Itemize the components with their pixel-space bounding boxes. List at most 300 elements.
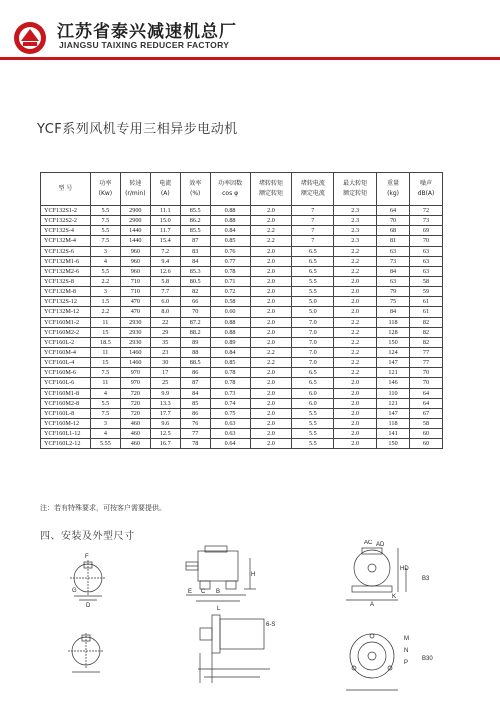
value-cell: 2.0	[250, 408, 292, 418]
table-row	[41, 408, 443, 418]
model-cell: YCF160M-12	[41, 418, 91, 428]
flange-end-view-b30	[350, 634, 394, 678]
value-cell: 86.2	[180, 216, 210, 226]
value-cell: 4	[90, 429, 120, 439]
model-cell: YCF160M1-2	[41, 317, 91, 327]
value-cell: 0.76	[210, 246, 250, 256]
document-title: YCF系列风机专用三相异步电动机	[37, 122, 238, 137]
value-cell: 2.0	[250, 429, 292, 439]
value-cell: 82	[410, 337, 443, 347]
value-cell: 87	[180, 378, 210, 388]
value-cell: 9.9	[150, 388, 180, 398]
label-k: K	[392, 594, 397, 600]
value-cell: 1.5	[90, 297, 120, 307]
value-cell: 5.5	[292, 418, 334, 428]
value-cell: 3	[90, 418, 120, 428]
value-cell: 2.0	[334, 429, 377, 439]
value-cell: 2.0	[334, 398, 377, 408]
value-cell: 18.5	[90, 337, 120, 347]
model-cell: YCF132S-4	[41, 226, 91, 236]
value-cell: 5.5	[90, 206, 120, 216]
value-cell: 2.0	[334, 276, 377, 286]
value-cell: 72	[410, 206, 443, 216]
value-cell: 7.0	[292, 317, 334, 327]
value-cell: 6.5	[292, 368, 334, 378]
value-cell: 60	[410, 439, 443, 449]
table-row	[41, 398, 443, 408]
value-cell: 5.5	[292, 287, 334, 297]
value-cell: 2.0	[250, 216, 292, 226]
table-row	[41, 388, 443, 398]
value-cell: 2930	[120, 337, 150, 347]
page-header	[0, 0, 500, 60]
value-cell: 4	[90, 256, 120, 266]
table-row	[41, 378, 443, 388]
value-cell: 61	[410, 307, 443, 317]
value-cell: 84	[180, 388, 210, 398]
value-cell: 58	[410, 418, 443, 428]
column-header: 效率 (%)	[180, 173, 210, 206]
value-cell: 7	[292, 216, 334, 226]
value-cell: 2.0	[250, 378, 292, 388]
value-cell: 2900	[120, 206, 150, 216]
value-cell: 76	[180, 418, 210, 428]
value-cell: 0.73	[210, 388, 250, 398]
value-cell: 720	[120, 408, 150, 418]
value-cell: 11	[90, 378, 120, 388]
value-cell: 88.2	[180, 327, 210, 337]
value-cell: 960	[120, 246, 150, 256]
value-cell: 23	[150, 347, 180, 357]
table-row	[41, 358, 443, 368]
value-cell: 63	[377, 276, 410, 286]
value-cell: 9.6	[150, 418, 180, 428]
column-header: 功率 (Kw)	[90, 173, 120, 206]
value-cell: 63	[410, 266, 443, 276]
value-cell: 121	[377, 398, 410, 408]
value-cell: 17.7	[150, 408, 180, 418]
table-header-row	[41, 173, 443, 206]
value-cell: 35	[150, 337, 180, 347]
value-cell: 0.60	[210, 307, 250, 317]
model-cell: YCF132M1-6	[41, 256, 91, 266]
value-cell: 63	[410, 256, 443, 266]
value-cell: 0.88	[210, 327, 250, 337]
value-cell: 2.2	[334, 246, 377, 256]
label-ad: AD	[376, 542, 385, 548]
value-cell: 86	[180, 408, 210, 418]
column-header: 功率因数 cos φ	[210, 173, 250, 206]
foot-base-b3	[352, 586, 392, 592]
value-cell: 2.2	[334, 358, 377, 368]
value-cell: 70	[377, 216, 410, 226]
model-cell: YCF160L-6	[41, 378, 91, 388]
value-cell: 7.5	[90, 368, 120, 378]
value-cell: 85.5	[180, 206, 210, 216]
label-g: G	[72, 588, 77, 594]
table-row	[41, 256, 443, 266]
value-cell: 82	[180, 287, 210, 297]
value-cell: 11	[90, 347, 120, 357]
table-row	[41, 216, 443, 226]
value-cell: 13.3	[150, 398, 180, 408]
value-cell: 2.0	[250, 266, 292, 276]
value-cell: 4	[90, 388, 120, 398]
value-cell: 2.2	[334, 337, 377, 347]
value-cell: 2.2	[250, 347, 292, 357]
value-cell: 2.0	[334, 307, 377, 317]
value-cell: 1440	[120, 236, 150, 246]
value-cell: 7.5	[90, 236, 120, 246]
table-row	[41, 287, 443, 297]
value-cell: 0.63	[210, 418, 250, 428]
value-cell: 2.0	[250, 368, 292, 378]
value-cell: 77	[410, 358, 443, 368]
value-cell: 0.72	[210, 287, 250, 297]
value-cell: 11.1	[150, 206, 180, 216]
column-header: 噪声 dB(A)	[410, 173, 443, 206]
value-cell: 5.0	[292, 297, 334, 307]
label-f: F	[85, 554, 89, 560]
value-cell: 15.4	[150, 236, 180, 246]
model-cell: YCF160L1-12	[41, 429, 91, 439]
value-cell: 0.74	[210, 398, 250, 408]
value-cell: 7.0	[292, 337, 334, 347]
label-l: L	[217, 606, 221, 612]
value-cell: 0.63	[210, 429, 250, 439]
value-cell: 7.0	[292, 358, 334, 368]
table-row	[41, 246, 443, 256]
label-e: E	[188, 589, 193, 595]
value-cell: 128	[377, 327, 410, 337]
value-cell: 1460	[120, 347, 150, 357]
value-cell: 7.5	[90, 216, 120, 226]
value-cell: 2.0	[250, 297, 292, 307]
value-cell: 7.0	[292, 327, 334, 337]
value-cell: 970	[120, 368, 150, 378]
column-header: 重量 (kg)	[377, 173, 410, 206]
value-cell: 3	[90, 287, 120, 297]
table-body	[41, 206, 443, 449]
value-cell: 710	[120, 287, 150, 297]
table-row	[41, 337, 443, 347]
table-row	[41, 276, 443, 286]
value-cell: 2.2	[90, 307, 120, 317]
value-cell: 15	[90, 358, 120, 368]
value-cell: 25	[150, 378, 180, 388]
label-b30: B30	[422, 656, 433, 662]
value-cell: 0.78	[210, 266, 250, 276]
table-row	[41, 307, 443, 317]
value-cell: 0.88	[210, 216, 250, 226]
value-cell: 9.4	[150, 256, 180, 266]
value-cell: 0.84	[210, 347, 250, 357]
table-row	[41, 206, 443, 216]
value-cell: 960	[120, 266, 150, 276]
value-cell: 2.0	[250, 317, 292, 327]
value-cell: 70	[410, 378, 443, 388]
value-cell: 2.2	[334, 256, 377, 266]
table-row	[41, 266, 443, 276]
label-n: N	[404, 648, 409, 654]
value-cell: 118	[377, 317, 410, 327]
value-cell: 2.0	[250, 398, 292, 408]
value-cell: 0.78	[210, 368, 250, 378]
value-cell: 17	[150, 368, 180, 378]
value-cell: 2.0	[334, 297, 377, 307]
label-a: A	[370, 602, 375, 608]
value-cell: 2930	[120, 317, 150, 327]
value-cell: 73	[377, 256, 410, 266]
value-cell: 63	[410, 246, 443, 256]
table-row	[41, 418, 443, 428]
value-cell: 6.5	[292, 246, 334, 256]
model-cell: YCF160L-8	[41, 408, 91, 418]
model-cell: YCF132S-12	[41, 297, 91, 307]
model-cell: YCF132M2-6	[41, 266, 91, 276]
model-cell: YCF160M2-8	[41, 398, 91, 408]
header-divider	[0, 57, 500, 60]
company-logo-icon	[12, 20, 48, 56]
value-cell: 64	[410, 388, 443, 398]
value-cell: 2.0	[250, 307, 292, 317]
value-cell: 2.0	[334, 378, 377, 388]
value-cell: 2.0	[250, 287, 292, 297]
value-cell: 1460	[120, 358, 150, 368]
value-cell: 68	[377, 226, 410, 236]
value-cell: 2.2	[334, 317, 377, 327]
value-cell: 6.0	[292, 388, 334, 398]
motor-body-b30	[220, 619, 264, 649]
value-cell: 7.2	[150, 246, 180, 256]
value-cell: 118	[377, 418, 410, 428]
value-cell: 2.0	[334, 388, 377, 398]
value-cell: 5.5	[90, 226, 120, 236]
value-cell: 0.85	[210, 358, 250, 368]
value-cell: 2.3	[334, 226, 377, 236]
model-cell: YCF132S1-2	[41, 206, 91, 216]
value-cell: 0.75	[210, 408, 250, 418]
value-cell: 75	[377, 297, 410, 307]
value-cell: 121	[377, 368, 410, 378]
motor-end-view-b3	[354, 550, 390, 586]
column-header: 型 号	[41, 173, 91, 206]
model-cell: YCF160L-2	[41, 337, 91, 347]
model-cell: YCF160M-6	[41, 368, 91, 378]
value-cell: 82	[410, 317, 443, 327]
footnote: 注：若有特殊要求，可按客户需要提供。	[40, 504, 166, 512]
value-cell: 2.0	[250, 206, 292, 216]
value-cell: 2.3	[334, 216, 377, 226]
value-cell: 2.0	[334, 408, 377, 418]
value-cell: 61	[410, 297, 443, 307]
value-cell: 83	[180, 246, 210, 256]
value-cell: 73	[410, 216, 443, 226]
value-cell: 22	[150, 317, 180, 327]
column-header: 电流 (A)	[150, 173, 180, 206]
outline-drawings	[0, 540, 500, 719]
value-cell: 2.0	[250, 418, 292, 428]
value-cell: 30	[150, 358, 180, 368]
value-cell: 11	[90, 317, 120, 327]
value-cell: 8.0	[150, 307, 180, 317]
value-cell: 59	[410, 287, 443, 297]
label-hd: HD	[400, 566, 409, 572]
value-cell: 80.5	[180, 276, 210, 286]
value-cell: 124	[377, 347, 410, 357]
value-cell: 5.8	[150, 276, 180, 286]
value-cell: 85.3	[180, 266, 210, 276]
value-cell: 0.88	[210, 317, 250, 327]
value-cell: 77	[180, 429, 210, 439]
value-cell: 5.5	[292, 408, 334, 418]
value-cell: 150	[377, 439, 410, 449]
label-p: P	[404, 660, 409, 666]
motor-foot-right	[226, 581, 236, 589]
value-cell: 7	[292, 236, 334, 246]
value-cell: 2930	[120, 327, 150, 337]
label-c: C	[201, 589, 206, 595]
value-cell: 70	[410, 236, 443, 246]
value-cell: 81	[377, 236, 410, 246]
value-cell: 2.2	[250, 226, 292, 236]
value-cell: 87.2	[180, 317, 210, 327]
value-cell: 2.2	[334, 266, 377, 276]
column-header: 堵转转矩 额定转矩	[250, 173, 292, 206]
label-h: H	[251, 572, 256, 578]
model-cell: YCF132M-8	[41, 287, 91, 297]
value-cell: 0.58	[210, 297, 250, 307]
model-cell: YCF132M-12	[41, 307, 91, 317]
value-cell: 6.5	[292, 256, 334, 266]
value-cell: 460	[120, 429, 150, 439]
value-cell: 87	[180, 236, 210, 246]
model-cell: YCF160L-4	[41, 358, 91, 368]
model-cell: YCF132S2-2	[41, 216, 91, 226]
value-cell: 82	[410, 327, 443, 337]
value-cell: 0.78	[210, 378, 250, 388]
column-header: 堵转电流 额定电流	[292, 173, 334, 206]
model-cell: YCF160M1-8	[41, 388, 91, 398]
value-cell: 0.85	[210, 236, 250, 246]
table-row	[41, 297, 443, 307]
model-cell: YCF160M2-2	[41, 327, 91, 337]
value-cell: 141	[377, 429, 410, 439]
value-cell: 970	[120, 378, 150, 388]
value-cell: 60	[410, 429, 443, 439]
value-cell: 0.71	[210, 276, 250, 286]
value-cell: 2.0	[250, 337, 292, 347]
value-cell: 69	[410, 226, 443, 236]
value-cell: 84	[180, 256, 210, 266]
value-cell: 2.0	[250, 388, 292, 398]
value-cell: 5.5	[292, 276, 334, 286]
table-row	[41, 317, 443, 327]
column-header: 最大转矩 额定转矩	[334, 173, 377, 206]
value-cell: 5.55	[90, 439, 120, 449]
value-cell: 147	[377, 358, 410, 368]
value-cell: 5.5	[292, 439, 334, 449]
value-cell: 1440	[120, 226, 150, 236]
value-cell: 85.5	[180, 226, 210, 236]
motor-spec-table	[40, 172, 443, 449]
value-cell: 720	[120, 398, 150, 408]
terminal-box-top	[362, 548, 382, 554]
value-cell: 110	[377, 388, 410, 398]
value-cell: 710	[120, 276, 150, 286]
value-cell: 2.0	[250, 276, 292, 286]
value-cell: 12.5	[150, 429, 180, 439]
value-cell: 6.0	[292, 398, 334, 408]
value-cell: 7	[292, 206, 334, 216]
value-cell: 6.5	[292, 378, 334, 388]
value-cell: 58	[410, 276, 443, 286]
value-cell: 6.5	[292, 266, 334, 276]
value-cell: 2.0	[334, 439, 377, 449]
value-cell: 0.89	[210, 337, 250, 347]
value-cell: 89	[180, 337, 210, 347]
value-cell: 11.7	[150, 226, 180, 236]
motor-foot-left	[200, 581, 210, 589]
value-cell: 15.0	[150, 216, 180, 226]
value-cell: 147	[377, 408, 410, 418]
value-cell: 2.2	[334, 347, 377, 357]
table-row	[41, 327, 443, 337]
value-cell: 2.2	[250, 358, 292, 368]
value-cell: 66	[180, 297, 210, 307]
model-cell: YCF132S-6	[41, 246, 91, 256]
value-cell: 7.7	[150, 287, 180, 297]
value-cell: 0.84	[210, 226, 250, 236]
value-cell: 5.5	[90, 398, 120, 408]
value-cell: 88	[180, 347, 210, 357]
table-row	[41, 236, 443, 246]
label-b3: B3	[422, 576, 430, 582]
value-cell: 2.2	[90, 276, 120, 286]
label-b: B	[216, 589, 221, 595]
value-cell: 0.64	[210, 439, 250, 449]
value-cell: 15	[90, 327, 120, 337]
value-cell: 460	[120, 418, 150, 428]
table-row	[41, 439, 443, 449]
table-row	[41, 226, 443, 236]
value-cell: 2.3	[334, 236, 377, 246]
value-cell: 2900	[120, 216, 150, 226]
value-cell: 16.7	[150, 439, 180, 449]
value-cell: 146	[377, 378, 410, 388]
value-cell: 720	[120, 388, 150, 398]
value-cell: 2.0	[250, 256, 292, 266]
value-cell: 5.5	[90, 266, 120, 276]
table-row	[41, 429, 443, 439]
value-cell: 86	[180, 368, 210, 378]
value-cell: 0.88	[210, 206, 250, 216]
value-cell: 2.0	[250, 246, 292, 256]
value-cell: 67	[410, 408, 443, 418]
value-cell: 70	[180, 307, 210, 317]
value-cell: 78	[180, 439, 210, 449]
value-cell: 2.0	[334, 418, 377, 428]
value-cell: 7	[292, 226, 334, 236]
value-cell: 12.6	[150, 266, 180, 276]
motor-body-side	[198, 551, 238, 581]
table-row	[41, 347, 443, 357]
value-cell: 2.2	[334, 327, 377, 337]
value-cell: 64	[377, 206, 410, 216]
value-cell: 7.0	[292, 347, 334, 357]
value-cell: 79	[377, 287, 410, 297]
value-cell: 84	[377, 307, 410, 317]
